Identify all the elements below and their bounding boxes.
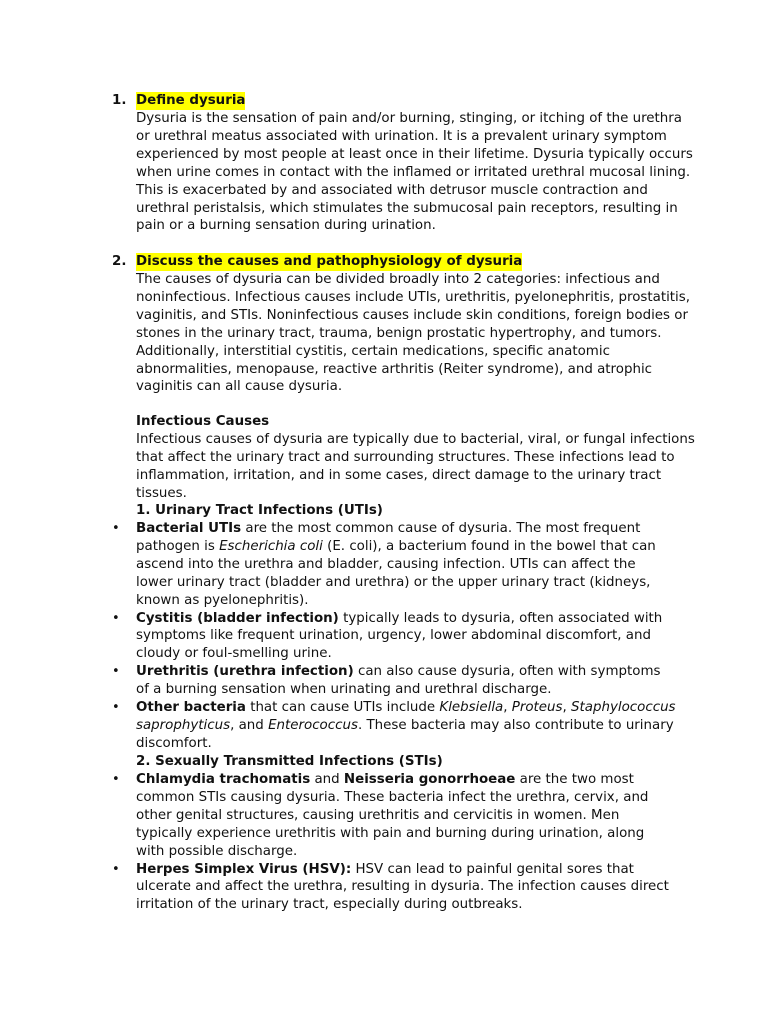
list-item — [0, 610, 676, 664]
bold-term: Herpes Simplex Virus (HSV): — [136, 861, 352, 877]
list-item-text: are the two most common STIs causing dysuria. These bacteria infect the urethra, cervix, and other genital structures, causing urethritis and cervicitis in women. Men typically experience urethritis with pain and burning during urination, along with possible discharge. — [136, 772, 649, 859]
italic-term: Enterococcus — [268, 717, 358, 733]
list-item — [0, 861, 676, 915]
bold-term: Other bacteria — [136, 700, 246, 716]
sti-bullet-list — [0, 771, 768, 914]
list-item-text: are the most common cause of dysuria. The most frequent pathogen is — [136, 521, 641, 554]
list-item-text: can also cause dysuria, often with symptoms of a burning sensation when urinating and urethral discharge. — [136, 664, 661, 698]
italic-term: Escherichia coli — [219, 538, 323, 554]
infectious-causes-heading: Infectious Causes — [136, 414, 270, 429]
bullet-icon: • — [112, 772, 120, 787]
bullet-icon: • — [112, 861, 120, 877]
list-item-text: typically leads to dysuria, often associated with symptoms like frequent urination, urgency, lower abdominal discomfort, and cloudy or foul-smelling urine. — [136, 610, 663, 662]
bold-term: Chlamydia trachomatis — [136, 772, 311, 787]
list-item — [0, 520, 676, 610]
infectious-intro-paragraph: Infectious causes of dysuria are typically due to bacterial, viral, or fungal infections that affect the urinary tract and surrounding structures. These infections lead to inflammation, irritation, and in some cases, direct damage to the urinary tract tissues. — [136, 432, 695, 501]
sti-subheading: 2. Sexually Transmitted Infections (STIs) — [136, 754, 443, 769]
list-item-text: that can cause UTIs include — [245, 700, 440, 716]
bullet-icon: • — [112, 700, 120, 716]
causes-paragraph: The causes of dysuria can be divided broadly into 2 categories: infectious and noninfectious. Infectious causes include UTIs, urethritis, pyelonephritis, prostatitis, vaginitis, and STIs. Noninfectious causes include skin conditions, foreign bodies or stones in the urinary tract, trauma, benign prostatic hypertrophy, and tumors. Additionally, interstitial cystitis, certain medications, specific anatomic abnormalities, menopause, reactive arthritis (Reiter syndrome), and atrophic vaginitis can all cause dysuria. — [136, 272, 690, 395]
question-title-highlighted: Define dysuria — [136, 93, 246, 108]
list-item-text: , — [503, 700, 512, 716]
question-number: 1. — [112, 93, 127, 108]
bold-term: Bacterial UTIs — [136, 521, 242, 536]
definition-paragraph: Dysuria is the sensation of pain and/or burning, stinging, or itching of the urethra or urethral meatus associated with urination. It is a prevalent urinary symptom experienced by most people at least once in their lifetime. Dysuria typically occurs when urine comes in contact with the inflamed or irritated urethral mucosal lining. This is exacerbated by and associated with detrusor muscle contraction and urethral peristalsis, which stimulates the submucosal pain receptors, resulting in pain or a burning sensation during urination. — [136, 111, 693, 234]
bold-term: Cystitis (bladder infection) — [136, 610, 339, 626]
question-title-highlighted: Discuss the causes and pathophysiology of dysuria — [136, 254, 523, 269]
bullet-icon: • — [112, 664, 120, 680]
italic-term: Klebsiella — [439, 700, 504, 716]
list-item-text: (E. coli), a bacterium found in the bowel that can ascend into the urethra and bladder, causing infection. UTIs can affect the lower urinary tract (bladder and urethra) or the upper urinary tract (kidneys, known as pyelonephritis). — [136, 538, 656, 608]
bold-term: Urethritis (urethra infection) — [136, 664, 354, 680]
bullet-icon: • — [112, 610, 120, 626]
uti-subheading: 1. Urinary Tract Infections (UTIs) — [136, 503, 383, 518]
list-item-text: and — [310, 772, 344, 787]
list-item — [0, 771, 676, 861]
list-item-text: HSV can lead to painful genital sores that ulcerate and affect the urethra, resulting in dysuria. The infection causes direct irritation of the urinary tract, especially during outbreaks. — [136, 861, 669, 913]
list-item-text: , — [562, 700, 572, 716]
italic-term: Staphylococcus saprophyticus — [136, 700, 676, 733]
list-item — [0, 663, 676, 699]
bold-term: Neisseria gonorrhoeae — [343, 772, 516, 787]
question-number: 2. — [112, 254, 127, 269]
bullet-icon: • — [112, 521, 120, 536]
uti-bullet-list — [0, 520, 768, 753]
list-item-text: . These bacteria may also contribute to urinary discomfort. — [136, 717, 674, 751]
list-item — [0, 699, 676, 753]
italic-term: Proteus — [511, 700, 563, 716]
list-item-text: , and — [230, 717, 269, 733]
